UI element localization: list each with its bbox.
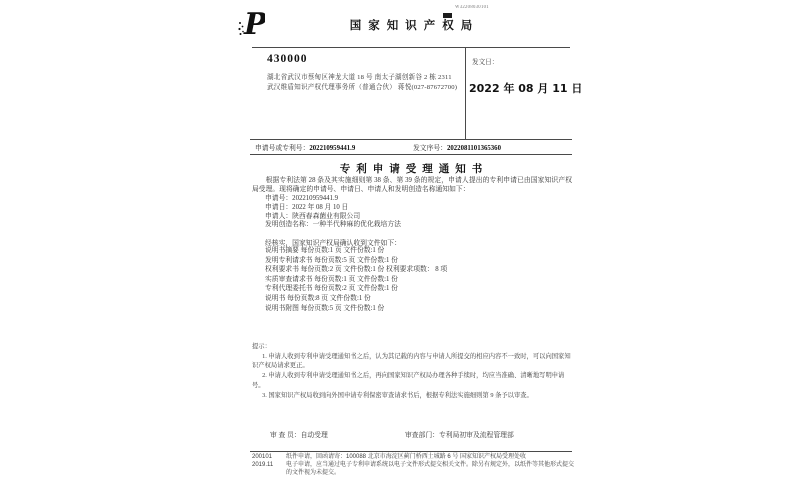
field-application-number: 申请号：202210959441.9	[265, 195, 339, 202]
footer-text: 纸件申请，回函请寄：100088 北京市海淀区蓟门桥西土城路 6 号 国家知识产权局受理处收	[286, 454, 527, 460]
dispatch-serial-row	[413, 142, 501, 152]
application-number-value: 202210959441.9	[309, 145, 356, 152]
department-row	[405, 429, 514, 439]
documents-received-intro: 经核实，国家知识产权局确认收到文件如下：	[265, 240, 401, 247]
examiner-value: 自动受理	[300, 432, 328, 439]
header-divider	[252, 47, 570, 48]
divider-below-app-number	[250, 154, 572, 155]
received-document-item: 实质审查请求书 每份页数:1 页 文件份数:1 份	[265, 275, 398, 283]
footer-row	[252, 454, 574, 461]
note-item: 1. 申请人收到专利申请受理通知书之后，认为其记载的内容与申请人所提交的相应内容不一致时，可以向国家知识产权局请求更正。	[252, 352, 571, 370]
received-document-item: 说明书附图 每份页数:5 页 文件份数:1 份	[265, 304, 385, 312]
department-label: 审查部门：	[405, 432, 439, 439]
received-document-item: 权利要求书 每份页数:2 页 文件份数:1 份 权利要求项数： 8 项	[265, 266, 448, 274]
notice-title: 专利申请受理通知书	[339, 164, 489, 175]
recipient-address-line1: 湖北省武汉市蔡甸区神龙大道 18 号 南太子湖创新谷 2 栋 2311	[267, 74, 452, 81]
dispatch-date-value: 2022 年 08 月 11 日	[469, 82, 583, 95]
received-document-item: 发明专利请求书 每份页数:5 页 文件份数:1 份	[265, 256, 398, 264]
department-value: 专利局初审及流程管理部	[438, 432, 514, 439]
application-number-label: 申请号或专利号：	[255, 145, 310, 152]
received-documents-list	[265, 246, 565, 313]
dispatch-date-label: 发文日：	[472, 59, 499, 66]
divider-above-app-number	[250, 139, 572, 140]
body-paragraph: 根据专利法第 28 条及其实施细则第 38 条、第 39 条的规定，申请人提出的专利申请已由国家知识产权局受理。现将确定的申请号、申请日、申请人和发明创造名称通知如下：	[252, 177, 572, 194]
svg-text:P: P	[244, 7, 265, 41]
application-fields	[265, 195, 565, 230]
examiner-label: 审 查 员：	[270, 432, 301, 439]
footer-row	[252, 462, 574, 477]
footer-text: 电子申请，应当通过电子专利申请系统以电子文件形式提交相关文件。除另有规定外，以纸件等其他形式提交的文件视为未提交。	[286, 462, 575, 476]
dispatch-serial-value: 2022081101365360	[446, 145, 501, 152]
recipient-agency-line: 武汉维盾知识产权代理事务所（普通合伙） 蒋悦(027-87672700)	[267, 84, 458, 91]
field-applicant: 申请人：陕西春森菌业有限公司	[265, 212, 361, 220]
received-document-item: 专利代理委托书 每份页数:2 页 文件份数:1 份	[265, 285, 398, 293]
note-item: 3. 国家知识产权局收到向外国申请专利保密审查请求书后，根据专利法实施细则第 9 条予以审查。	[262, 391, 533, 399]
footer-divider	[250, 451, 572, 452]
dispatch-serial-label: 发文序号：	[413, 145, 447, 152]
header-title: 国家知识产权局	[349, 20, 480, 32]
footer-code: 2019.11	[252, 462, 274, 469]
note-item: 2. 申请人收到专利申请受理通知书之后，再向国家知识产权局办理各种手续时，均应当准确、清晰地写明申请号。	[252, 372, 565, 389]
notes-label: 提示：	[252, 343, 271, 350]
footer-instructions	[252, 454, 574, 478]
examiner-row	[270, 429, 328, 439]
received-document-item: 说明书 每份页数:8 页 文件份数:1 份	[265, 294, 371, 302]
field-invention-title: 发明创造名称：一种半代种麻的优化栽培方法	[265, 221, 401, 229]
notes-section	[252, 342, 576, 400]
postal-code: 430000	[267, 53, 308, 65]
field-filing-date: 申请日：2022 年 08 月 10 日	[265, 203, 349, 211]
footer-code: 200101	[252, 454, 273, 460]
document-serial-code: W32208030101	[455, 5, 489, 10]
dispatch-box-divider	[465, 47, 466, 139]
received-document-item: 说明书摘要 每份页数:1 页 文件份数:1 份	[265, 247, 385, 254]
application-number-row	[255, 142, 355, 152]
